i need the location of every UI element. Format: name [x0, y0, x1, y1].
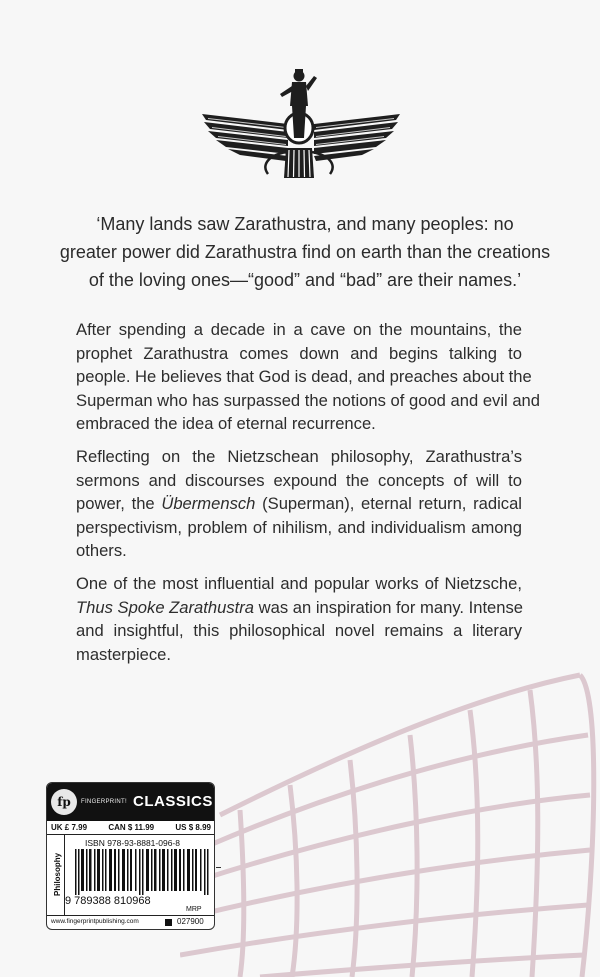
text-line: Superman who has surpassed the notions of good and evil and: [76, 390, 541, 410]
text-line: people. He believes that God is dead, and preaches about the: [76, 367, 532, 387]
barcode-icon: [75, 849, 209, 895]
text-line: and insightful, this philosophical novel remains a literary: [76, 621, 522, 641]
faravahar-emblem-icon: [196, 66, 406, 188]
text-line: perspectivism, problem of nihilism, and individualism among: [76, 517, 522, 537]
italic-term: Übermensch: [161, 494, 256, 514]
series-name: CLASSICS: [133, 793, 213, 810]
divider: [47, 915, 214, 916]
text-line: After spending a decade in a cave on the mountains, the: [76, 320, 522, 339]
text-line: others.: [76, 541, 127, 561]
text-line: prophet Zarathustra comes down and begins talking to: [76, 343, 522, 363]
quote-line: greater power did Zarathustra find on earth than the creations: [59, 242, 551, 262]
blurb: [76, 318, 541, 675]
text-line: embraced the idea of eternal recurrence.: [76, 414, 376, 434]
genre-label: Philosophy: [53, 852, 62, 896]
text-run: was an inspiration for many. Intense: [254, 597, 524, 617]
text-line: One of the most influential and popular works of Nietzsche,: [76, 573, 522, 593]
text-run: power, the: [76, 494, 162, 514]
mrp-code: 027900: [177, 917, 204, 926]
price-can: CAN $ 11.99: [108, 823, 155, 832]
quote-line: ‘Many lands saw Zarathustra, and many peoples: no: [96, 214, 514, 234]
publisher-logo-icon: fp: [51, 789, 77, 815]
blurb-paragraph-2: [76, 445, 522, 563]
text-line: Reflecting on the Nietzschean philosophy, Zarathustra’s: [76, 446, 522, 466]
square-marker: [165, 919, 172, 926]
mrp-label: MRP: [186, 906, 202, 913]
text-run: (Superman), eternal return, radical: [255, 494, 522, 514]
text-line: [76, 492, 522, 516]
blurb-paragraph-1: [76, 318, 541, 436]
text-line: [76, 596, 522, 620]
publisher-name: FINGERPRINT!: [81, 799, 127, 805]
text-line: sermons and discourses expound the concepts of will to: [76, 470, 522, 490]
pull-quote: [50, 210, 560, 294]
blurb-paragraph-3: [76, 572, 522, 666]
text-line: masterpiece.: [76, 644, 171, 664]
divider: [47, 834, 214, 835]
wing-watermark-icon: [180, 655, 600, 977]
barcode-digits: 9 789388 810968: [65, 895, 151, 907]
price-row: [51, 823, 211, 832]
publisher-banner: [47, 783, 214, 821]
price-uk: UK £ 7.99: [51, 823, 88, 832]
publisher-website: www.fingerprintpublishing.com: [51, 918, 139, 925]
barcode-label: [46, 782, 215, 930]
book-title: Thus Spoke Zarathustra: [76, 597, 255, 617]
divider: [216, 867, 221, 868]
quote-line: of the loving ones—“good” and “bad” are their names.’: [88, 270, 522, 290]
isbn-text: ISBN 978-93-8881-096-8: [85, 838, 180, 848]
price-us: US $ 8.99: [175, 823, 211, 832]
